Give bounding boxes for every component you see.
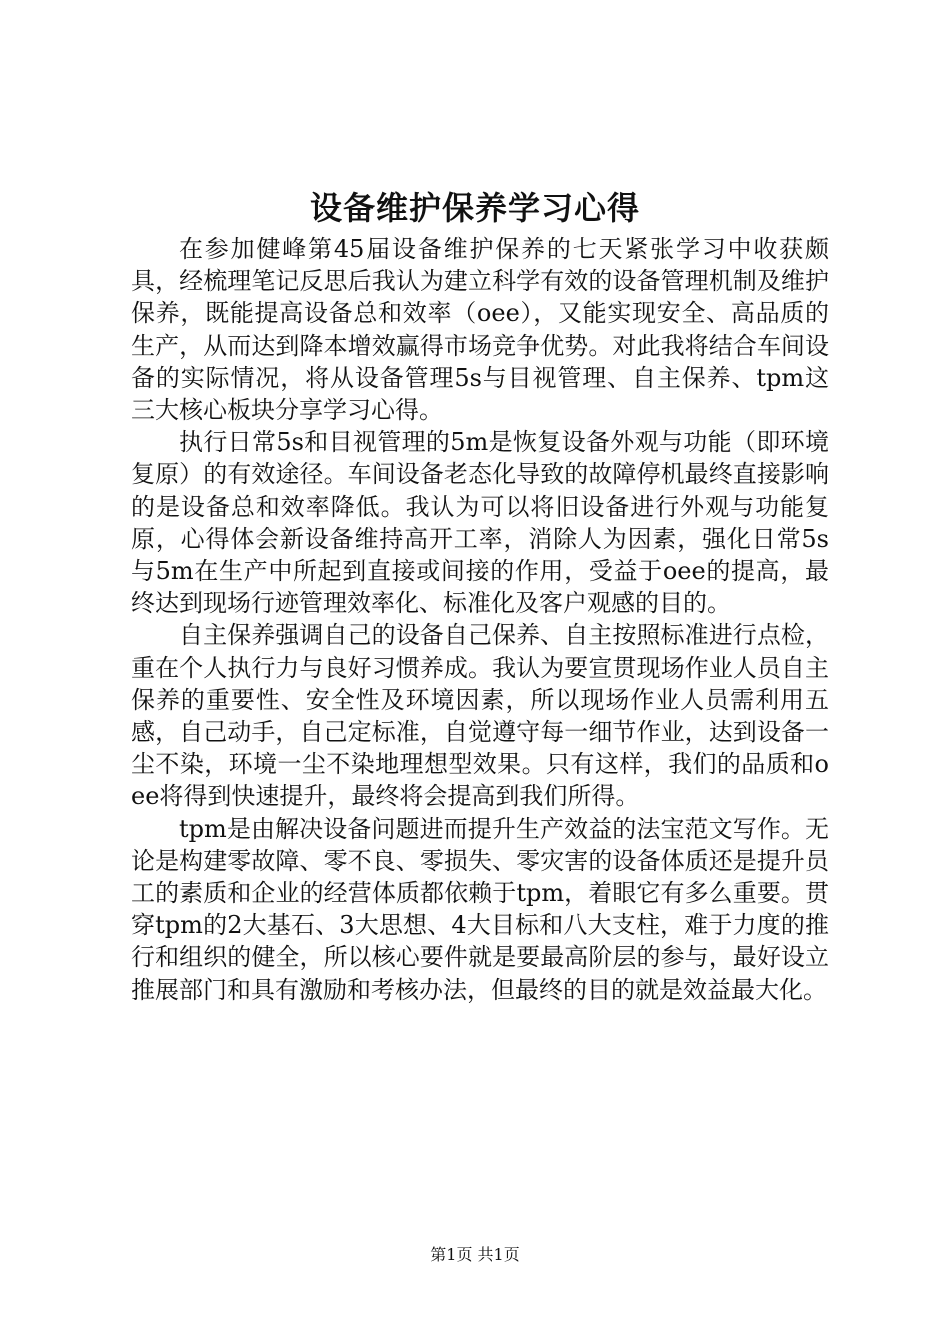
document-body	[131, 233, 829, 1006]
paragraph-1: 在参加健峰第45届设备维护保养的七天紧张学习中收获颇具，经梳理笔记反思后我认为建立科学有效的设备管理机制及维护保养，既能提高设备总和效率（oee），又能实现安全、高品质的生产，从而达到降本增效赢得市场竞争优势。对此我将结合车间设备的实际情况，将从设备管理5s与目视管理、自主保养、tpm这三大核心板块分享学习心得。	[131, 235, 829, 425]
page-footer: 第1页 共1页	[430, 1245, 520, 1264]
paragraph-3: 自主保养强调自己的设备自己保养、自主按照标准进行点检，重在个人执行力与良好习惯养成。我认为要宣贯现场作业人员自主保养的重要性、安全性及环境因素，所以现场作业人员需利用五感，自己动手，自己定标准，自觉遵守每一细节作业，达到设备一尘不染，环境一尘不染地理想型效果。只有这样，我们的品质和oee将得到快速提升，最终将会提高到我们所得。	[131, 621, 829, 811]
paragraph-2: 执行日常5s和目视管理的5m是恢复设备外观与功能（即环境复原）的有效途径。车间设备老态化导致的故障停机最终直接影响的是设备总和效率降低。我认为可以将旧设备进行外观与功能复原，心得体会新设备维持高开工率，消除人为因素，强化日常5s与5m在生产中所起到直接或间接的作用，受益于oee的提高，最终达到现场行迹管理效率化、标准化及客户观感的目的。	[131, 428, 829, 618]
paragraph-4: tpm是由解决设备问题进而提升生产效益的法宝范文写作。无论是构建零故障、零不良、零损失、零灾害的设备体质还是提升员工的素质和企业的经营体质都依赖于tpm，着眼它有多么重要。贯穿tpm的2大基石、3大思想、4大目标和八大支柱，难于力度的推行和组织的健全，所以核心要件就是要最高阶层的参与，最好设立推展部门和具有激励和考核办法，但最终的目的就是效益最大化。	[131, 814, 829, 1004]
document-title: 设备维护保养学习心得	[309, 189, 640, 227]
